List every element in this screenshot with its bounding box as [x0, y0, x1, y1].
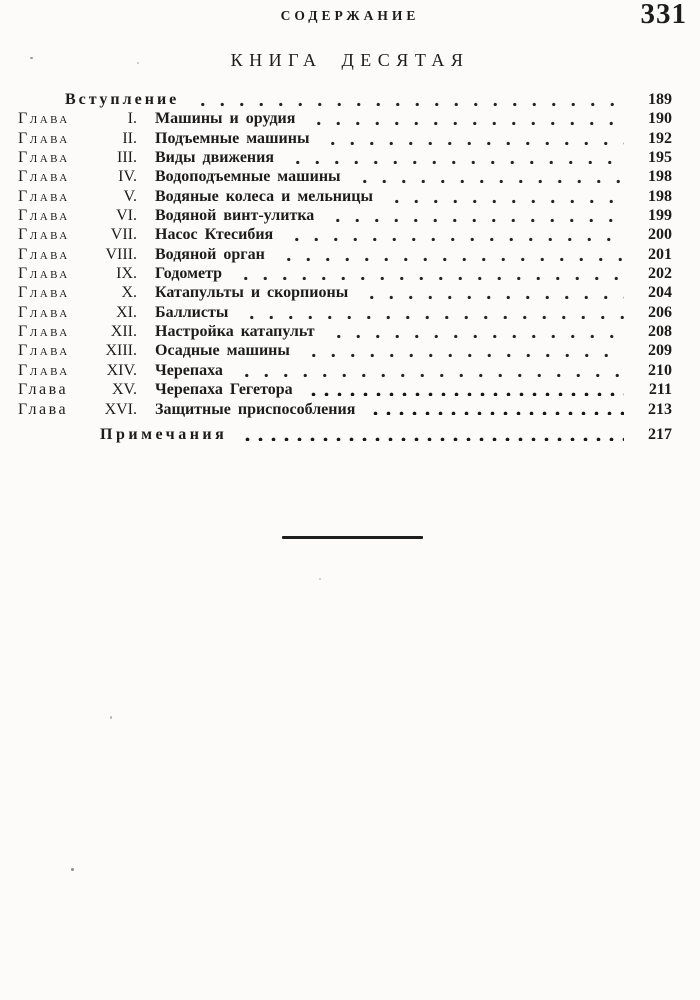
entry-page-number: 210: [648, 361, 672, 379]
book-heading: КНИГА ДЕСЯТАЯ: [230, 50, 470, 70]
scan-speck: [71, 868, 74, 871]
chapter-label: Глава: [18, 226, 70, 244]
entry-page-number: 199: [648, 207, 672, 225]
running-head: СОДЕРЖАНИЕ: [280, 8, 420, 23]
chapter-label: Глава: [18, 361, 70, 379]
entry-page-number: 206: [648, 303, 672, 321]
table-of-contents: [0, 90, 700, 445]
toc-row: [0, 90, 700, 109]
chapter-numeral: III.: [117, 149, 137, 167]
chapter-numeral: VIII.: [105, 245, 137, 263]
chapter-label: Глава: [18, 187, 70, 205]
toc-row: [0, 264, 700, 283]
entry-title: Катапульты и скорпионы: [155, 284, 349, 302]
toc-row: [0, 361, 700, 380]
dot-leader: [319, 140, 624, 145]
toc-row: [0, 206, 700, 225]
dot-leader: [189, 101, 624, 106]
entry-page-number: 213: [648, 400, 672, 418]
toc-row: [0, 303, 700, 322]
toc-row: [0, 167, 700, 186]
entry-title: Черепаха Гегетора: [155, 381, 293, 399]
dot-leader: [324, 217, 624, 222]
entry-page-number: 208: [648, 323, 672, 341]
dot-leader: [233, 372, 624, 377]
toc-row: [0, 245, 700, 264]
dot-leader: [284, 159, 624, 164]
entry-page-number: 192: [648, 129, 672, 147]
toc-row: [0, 380, 700, 399]
entry-page-number: 217: [648, 426, 672, 444]
chapter-numeral: XII.: [110, 323, 137, 341]
entry-page-number: 204: [648, 284, 672, 302]
chapter-label: Глава: [18, 245, 70, 263]
chapter-label: Глава: [18, 284, 70, 302]
toc-row: [0, 283, 700, 302]
dot-leader: [351, 178, 624, 183]
chapter-numeral: IV.: [118, 168, 137, 186]
entry-page-number: 209: [648, 342, 672, 360]
entry-page-number: 190: [648, 110, 672, 128]
chapter-numeral: IX.: [116, 265, 137, 283]
dot-leader: [305, 120, 624, 125]
entry-page-number: 201: [648, 245, 672, 263]
chapter-label: Глава: [18, 323, 70, 341]
chapter-numeral: VII.: [110, 226, 137, 244]
toc-row: [0, 225, 700, 244]
dot-leader: [325, 333, 624, 338]
dot-leader: [232, 275, 624, 280]
entry-title: Примечания: [100, 426, 228, 444]
entry-title: Подъемные машины: [155, 129, 310, 147]
chapter-numeral: II.: [122, 129, 137, 147]
section-end-rule: [282, 536, 423, 539]
toc-row: [0, 425, 700, 444]
chapter-label: Глава: [18, 303, 70, 321]
chapter-label: Глава: [18, 168, 70, 186]
entry-page-number: 200: [648, 226, 672, 244]
entry-title: Осадные машины: [155, 342, 290, 360]
entry-title: Черепаха: [155, 361, 223, 379]
entry-title: Виды движения: [155, 149, 275, 167]
chapter-label: Глава: [18, 400, 69, 418]
toc-row: [0, 341, 700, 360]
entry-title: Защитные приспособления: [155, 400, 356, 418]
entry-page-number: 189: [648, 91, 672, 108]
toc-row: [0, 322, 700, 341]
entry-title: Водяной винт-улитка: [155, 207, 315, 225]
dot-leader: [383, 198, 624, 203]
chapter-numeral: XI.: [116, 303, 137, 321]
scan-speck: [319, 578, 321, 580]
entry-title: Настройка катапульт: [155, 323, 315, 341]
scan-speck: [110, 716, 112, 719]
dot-leader: [365, 410, 624, 415]
chapter-numeral: VI.: [116, 207, 137, 225]
chapter-label: Глава: [18, 265, 70, 283]
scan-speck: [137, 62, 139, 64]
page-number: 331: [640, 0, 687, 30]
chapter-label: Глава: [18, 381, 69, 399]
chapter-label: Глава: [18, 149, 70, 167]
dot-leader: [275, 256, 624, 261]
chapter-numeral: V.: [123, 187, 137, 205]
entry-title: Насос Ктесибия: [155, 226, 274, 244]
chapter-numeral: XIII.: [105, 342, 137, 360]
scan-speck: [30, 57, 33, 59]
chapter-label: Глава: [18, 207, 70, 225]
toc-row: [0, 400, 700, 419]
chapter-numeral: XIV.: [106, 361, 137, 379]
chapter-numeral: X.: [121, 284, 137, 302]
chapter-label: Глава: [18, 110, 70, 128]
toc-row: [0, 109, 700, 128]
entry-page-number: 211: [648, 381, 672, 399]
chapter-numeral: XV.: [111, 381, 137, 399]
dot-leader: [358, 294, 624, 299]
entry-title: Водяные колеса и мельницы: [155, 187, 373, 205]
chapter-numeral: XVI.: [104, 400, 137, 418]
chapter-label: Глава: [18, 342, 70, 360]
dot-leader: [300, 352, 624, 357]
entry-page-number: 195: [648, 149, 672, 167]
toc-row: [0, 187, 700, 206]
entry-page-number: 198: [648, 168, 672, 186]
entry-title: Водяной орган: [155, 245, 265, 263]
dot-leader: [283, 236, 624, 241]
dot-leader: [238, 314, 624, 319]
entry-title: Вступление: [65, 91, 180, 108]
chapter-label: Глава: [18, 129, 70, 147]
toc-row: [0, 129, 700, 148]
entry-title: Водоподъемные машины: [155, 168, 341, 186]
dot-leader: [303, 391, 624, 396]
dot-leader: [237, 436, 624, 441]
entry-title: Баллисты: [155, 303, 229, 321]
entry-page-number: 198: [648, 187, 672, 205]
entry-title: Годометр: [155, 265, 223, 283]
chapter-numeral: I.: [127, 110, 137, 128]
entry-title: Машины и орудия: [155, 110, 296, 128]
entry-page-number: 202: [648, 265, 672, 283]
toc-row: [0, 148, 700, 167]
